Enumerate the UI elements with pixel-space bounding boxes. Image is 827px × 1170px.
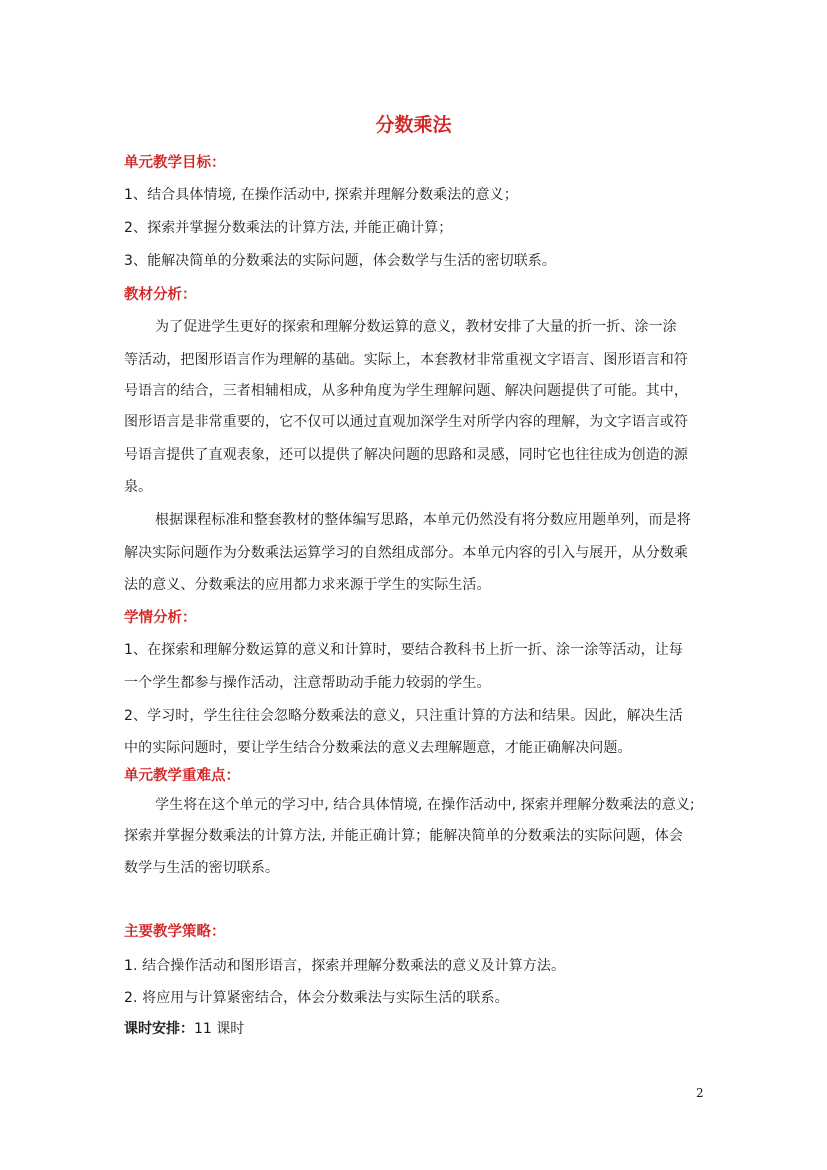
goal-item: 1、结合具体情境, 在操作活动中, 探索并理解分数乘法的意义； bbox=[124, 187, 518, 203]
material-para1-line: 图形语言是非常重要的，它不仅可以通过直观加深学生对所学内容的理解，为文字语言或符 bbox=[124, 414, 688, 430]
schedule-line bbox=[124, 1018, 244, 1038]
keypoints-line: 探索并掌握分数乘法的计算方法, 并能正确计算；能解决简单的分数乘法的实际问题，体会 bbox=[124, 828, 683, 844]
learners-heading: 学情分析： bbox=[124, 610, 197, 626]
goal-item: 2、探索并掌握分数乘法的计算方法, 并能正确计算； bbox=[124, 220, 453, 236]
material-para2-line: 解决实际问题作为分数乘法运算学习的自然组成部分。本单元内容的引入与展开，从分数乘 bbox=[124, 545, 688, 561]
material-heading: 教材分析： bbox=[124, 287, 197, 303]
material-para1-line: 号语言的结合，三者相辅相成，从多种角度为学生理解问题、解决问题提供了可能。其中， bbox=[124, 383, 688, 399]
goal-item: 3、能解决简单的分数乘法的实际问题，体会数学与生活的密切联系。 bbox=[124, 253, 557, 269]
material-para1-line: 等活动，把图形语言作为理解的基础。实际上，本套教材非常重视文字语言、图形语言和符 bbox=[124, 352, 688, 368]
strategy-item: 1. 结合操作活动和图形语言，探索并理解分数乘法的意义及计算方法。 bbox=[124, 958, 566, 974]
learners-line: 中的实际问题时，要让学生结合分数乘法的意义去理解题意，才能正确解决问题。 bbox=[124, 740, 632, 756]
keypoints-line: 数学与生活的密切联系。 bbox=[124, 860, 280, 876]
schedule-value: 11 课时 bbox=[194, 1021, 245, 1037]
learners-line: 一个学生都参与操作活动，注意帮助动手能力较弱的学生。 bbox=[124, 675, 491, 691]
material-para1-line: 为了促进学生更好的探索和理解分数运算的意义，教材安排了大量的折一折、涂一涂 bbox=[155, 319, 677, 335]
material-para1-line: 泉。 bbox=[124, 479, 153, 495]
goals-heading: 单元教学目标： bbox=[124, 155, 226, 171]
document-title: 分数乘法 bbox=[375, 114, 452, 136]
material-para2-line: 根据课程标准和整套教材的整体编写思路，本单元仍然没有将分数应用题单列，而是将 bbox=[155, 512, 691, 528]
keypoints-heading: 单元教学重难点： bbox=[124, 768, 240, 784]
strategy-item: 2. 将应用与计算紧密结合，体会分数乘法与实际生活的联系。 bbox=[124, 990, 509, 1006]
strategy-heading: 主要教学策略： bbox=[124, 924, 226, 940]
learners-line: 2、学习时，学生往往会忽略分数乘法的意义，只注重计算的方法和结果。因此，解决生活 bbox=[124, 708, 683, 724]
material-para1-line: 号语言提供了直观表象，还可以提供了解决问题的思路和灵感，同时它也往往成为创造的源 bbox=[124, 447, 688, 463]
keypoints-line: 学生将在这个单元的学习中, 结合具体情境, 在操作活动中, 探索并理解分数乘法的意义; bbox=[155, 797, 695, 813]
learners-line: 1、在探索和理解分数运算的意义和计算时，要结合教科书上折一折、涂一涂等活动，让每 bbox=[124, 642, 683, 658]
schedule-label: 课时安排： bbox=[124, 1021, 194, 1037]
material-para2-line: 法的意义、分数乘法的应用都力求来源于学生的实际生活。 bbox=[124, 577, 491, 593]
page-number: 2 bbox=[696, 1086, 704, 1100]
